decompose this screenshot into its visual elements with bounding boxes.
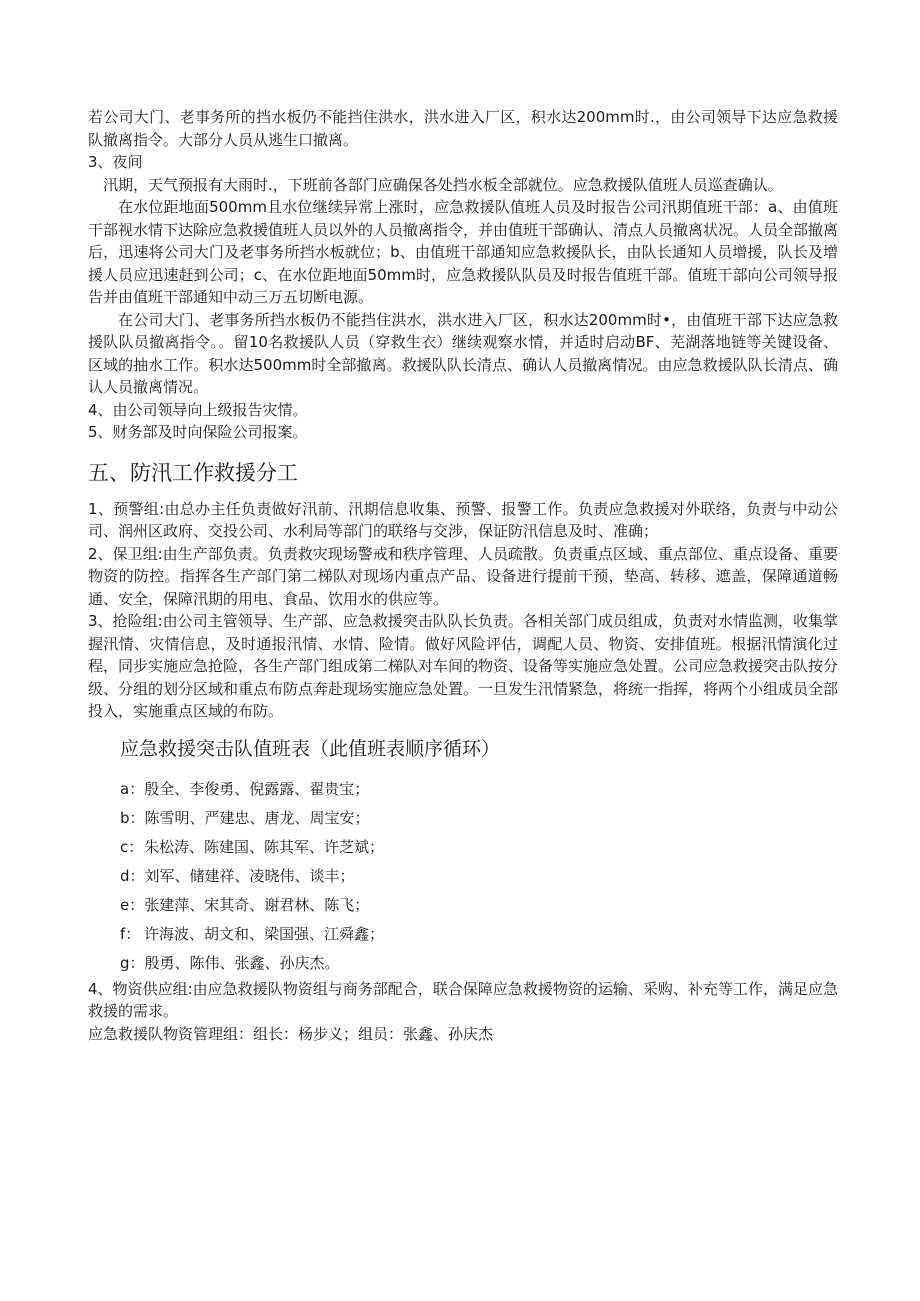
document-body [88,106,838,1045]
paragraph: 汛期，天气预报有大雨时.，下班前各部门应确保各处挡水板全部就位。应急救援队值班人员巡查确认。 [103,175,783,194]
roster-row [120,862,838,891]
roster-names: 张建萍、宋其奇、谢君林、陈飞； [144,895,370,914]
paragraph: 在公司大门、老事务所挡水板仍不能挡住洪水，洪水进入厂区，积水达200mm时•，由值班干部下达应急救援队队员撤离指令。。留10名救援队人员（穿救生衣）继续观察水情，并适时启动BF、芜湖落地链等关键设备、区域的抽水工作。积水达500mm时全部撤离。救援队队长清点、确认人员撤离情况。由应急救援队队长清点、确认人员撤离情况。 [88,310,838,396]
paragraph: 若公司大门、老事务所的挡水板仍不能挡住洪水，洪水进入厂区，积水达200mm时.，由公司领导下达应急救援队撤离指令。大部分人员从逃生口撤离。 [88,108,838,149]
roster-row [120,949,838,978]
roster-letter: g： [120,953,145,972]
roster-row [120,920,838,949]
duty-roster [120,775,838,978]
paragraph-supply-group: 4、物资供应组:由应急救援队物资组与商务部配合，联合保障应急救援物资的运输、采购、补充等工作，满足应急救援的需求。 [88,979,838,1020]
roster-title: 应急救援突击队值班表（此值班表顺序循环） [120,737,501,760]
roster-names: 许海波、胡文和、梁国强、江舜鑫； [144,924,385,943]
roster-row [120,775,838,804]
roster-names: 殷全、李俊勇、倪露露、翟贵宝； [144,779,370,798]
roster-letter: f： [120,924,141,943]
paragraph-rescue-group: 3、抢险组:由公司主管领导、生产部、应急救援突击队队长负责。各相关部门成员组成，负责对水情监测，收集掌握汛情、灾情信息，及时通报汛情、水情、险情。做好风险评估，调配人员、物资、安排值班。根据汛情演化过程，同步实施应急抢险，各生产部门组成第二梯队对车间的物资、设备等实施应急处置。公司应急救援突击队按分级、分组的划分区域和重点布防点奔赴现场实施应急处置。一旦发生汛情紧急，将统一指挥，将两个小组成员全部投入，实施重点区域的布防。 [88,612,839,720]
paragraph: 在水位距地面500mm且水位继续异常上涨时，应急救援队值班人员及时报告公司汛期值班干部：a、由值班干部视水情下达除应急救援值班人员以外的人员撤离指令，并由值班干部确认、清点人员撤离状况。人员全部撤离后，迅速将公司大门及老事务所挡水板就位；b、由值班干部通知应急救援队长，由队长通知人员增援，队长及增援人员应迅速赶到公司；c、在水位距地面50mm时，应急救援队队员及时报告值班干部。值班干部向公司领导报告并由值班干部通知中动三万五切断电源。 [88,198,839,306]
paragraph-security-group: 2、保卫组:由生产部负责。负责救灾现场警戒和秩序管理、人员疏散。负责重点区域、重点部位、重点设备、重要物资的防控。指挥各生产部门第二梯队对现场内重点产品、设备进行提前干预，垫高、转移、遮盖，保障通道畅通、安全，保障汛期的用电、食品、饮用水的供应等。 [88,544,838,608]
roster-letter: a： [120,779,145,798]
roster-letter: b： [120,808,145,827]
list-heading-night: 3、夜间 [88,153,143,171]
roster-letter: e： [120,895,145,914]
roster-row [120,804,838,833]
section-title: 五、防汛工作救援分工 [88,460,298,485]
roster-names: 陈雪明、严建忠、唐龙、周宝安； [144,808,370,827]
roster-letter: c： [120,837,144,856]
paragraph-warning-group: 1、预警组:由总办主任负责做好汛前、汛期信息收集、预警、报警工作。负责应急救援对外联络，负责与中动公司、润州区政府、交投公司、水利局等部门的联络与交涉，保证防汛信息及时、准确； [88,499,838,540]
roster-row [120,891,838,920]
roster-names: 朱松涛、陈建国、陈其军、许芝斌； [144,837,385,856]
roster-letter: d： [120,866,145,885]
list-item: 4、由公司领导向上级报告灾情。 [88,400,308,419]
paragraph-supply-members: 应急救援队物资管理组：组长：杨步义；组员：张鑫、孙庆杰 [88,1024,494,1043]
roster-names: 殷勇、陈伟、张鑫、孙庆杰。 [144,953,340,972]
list-item: 5、财务部及时向保险公司报案。 [88,423,308,441]
roster-row [120,833,838,862]
roster-names: 刘军、储建祥、凌晓伟、谈丰； [144,866,355,885]
